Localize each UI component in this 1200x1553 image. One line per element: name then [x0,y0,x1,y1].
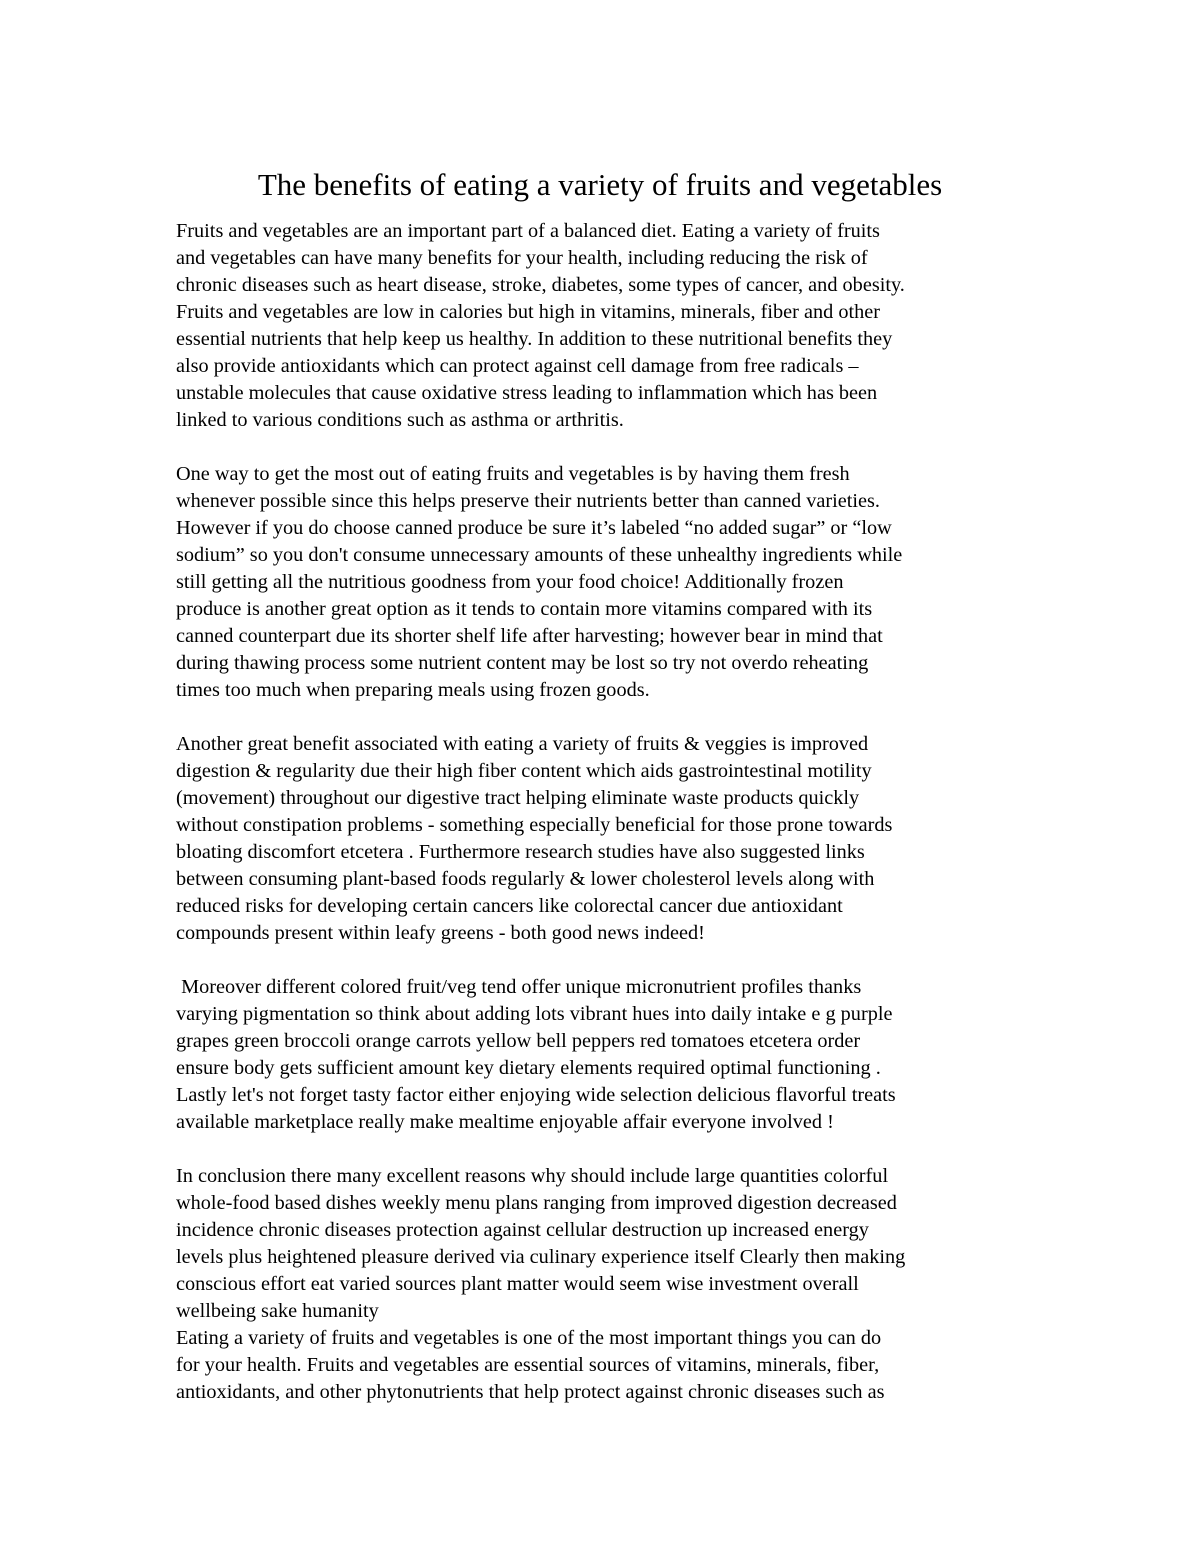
paragraph-4: Moreover different colored fruit/veg tend offer unique micronutrient profiles thanks varying pigmentation so think about adding lots vibrant hues into daily intake e g purple grapes green broccoli orange carrots yellow bell peppers red tomatoes etcetera order ensure body gets sufficient amount key dietary elements required optimal functioning . Lastly let's not forget tasty factor either enjoying wide selection delicious flavorful treats available marketplace really make mealtime enjoyable affair everyone involved ! [176,976,896,1133]
document-title: The benefits of eating a variety of fruits and vegetables [257,167,943,202]
paragraph-6: Eating a variety of fruits and vegetables is one of the most important things you can do for your health. Fruits and vegetables are essential sources of vitamins, minerals, fiber, antioxidants, and other phytonutrients that help protect against chronic diseases such as [176,1327,885,1403]
paragraph-spacer [176,434,1036,461]
document-body [176,218,1036,1406]
paragraph-3: Another great benefit associated with eating a variety of fruits & veggies is improved digestion & regularity due their high fiber content which aids gastrointestinal motility (movement) throughout our digestive tract helping eliminate waste products quickly without constipation problems - something especially beneficial for those prone towards bloating discomfort etcetera . Furthermore research studies have also suggested links between consuming plant-based foods regularly & lower cholesterol levels along with reduced risks for developing certain cancers like colorectal cancer due antioxidant compounds present within leafy greens - both good news indeed! [176,733,893,944]
paragraph-5: In conclusion there many excellent reasons why should include large quantities colorful whole-food based dishes weekly menu plans ranging from improved digestion decreased incidence chronic diseases protection against cellular destruction up increased energy levels plus heightened pleasure derived via culinary experience itself Clearly then making conscious effort eat varied sources plant matter would seem wise investment overall wellbeing sake humanity [176,1165,906,1322]
paragraph-1: Fruits and vegetables are an important part of a balanced diet. Eating a variety of fruits and vegetables can have many benefits for your health, including reducing the risk of chronic diseases such as heart disease, stroke, diabetes, some types of cancer, and obesity. Fruits and vegetables are low in calories but high in vitamins, minerals, fiber and other essential nutrients that help keep us healthy. In addition to these nutritional benefits they also provide antioxidants which can protect against cell damage from free radicals – unstable molecules that cause oxidative stress leading to inflammation which has been linked to various conditions such as asthma or arthritis. [176,220,905,431]
paragraph-2: One way to get the most out of eating fruits and vegetables is by having them fresh whenever possible since this helps preserve their nutrients better than canned varieties. However if you do choose canned produce be sure it’s labeled “no added sugar” or “low sodium” so you don't consume unnecessary amounts of these unhealthy ingredients while still getting all the nutritious goodness from your food choice! Additionally frozen produce is another great option as it tends to contain more vitamins compared with its canned counterpart due its shorter shelf life after harvesting; however bear in mind that during thawing process some nutrient content may be lost so try not overdo reheating times too much when preparing meals using frozen goods. [176,463,903,701]
paragraph-spacer [176,947,1036,974]
paragraph-spacer [176,704,1036,731]
paragraph-spacer [176,1136,1036,1163]
